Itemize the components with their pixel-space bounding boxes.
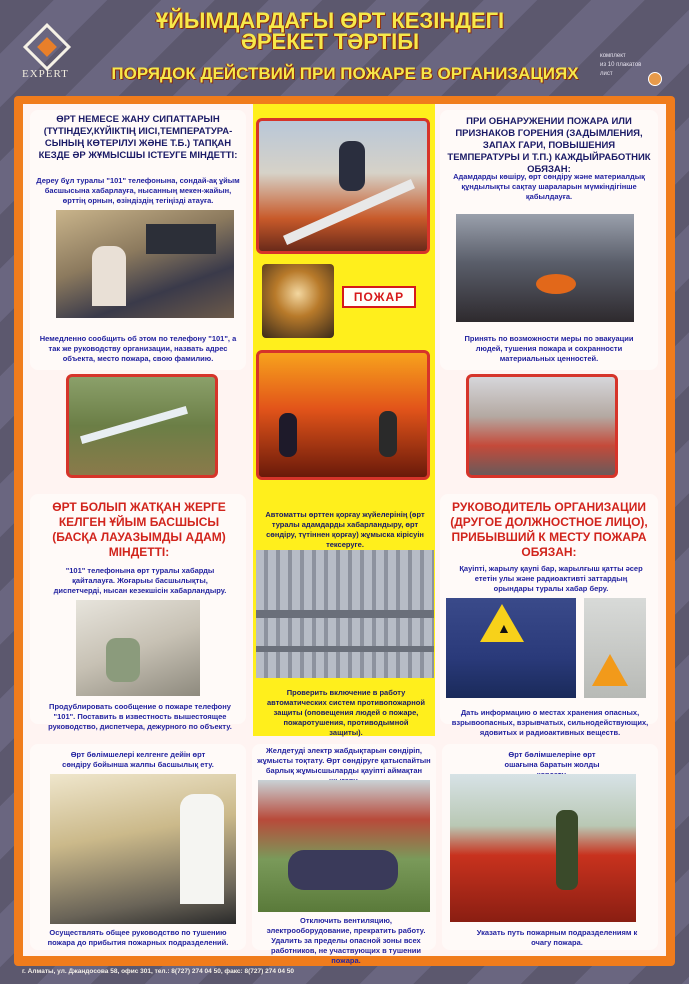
title-kz-line2: ӘРЕКЕТ ТӘРТІБІ bbox=[240, 29, 420, 54]
forest-fire-photo bbox=[256, 350, 430, 480]
fire-truck-photo bbox=[450, 774, 636, 922]
series-line2: из 10 плакатов bbox=[600, 62, 642, 68]
explosive-warning-icon bbox=[592, 654, 628, 686]
title-kz-line1: ҰЙЫМДАРДАҒЫ ӨРТ КЕЗІНДЕГІ bbox=[155, 8, 505, 33]
center-text-kz: Автоматты өрттен қорғау жүйелерінің (өрт туралы адамдарды хабарландыру, өрт сөндіру, түтіннен қорғау) жұмыска кірісуін тексеруге. bbox=[265, 510, 425, 549]
bottom-center-text-ru: Отключить вентиляцию, электрооборудование, прекратить работу. Удалить за пределы опасной зоны всех работников, не участвующих в тушении пожара. bbox=[266, 916, 426, 965]
title-russian: ПОРЯДОК ДЕЙСТВИЙ ПРИ ПОЖАРЕ В ОРГАНИЗАЦИЯХ bbox=[111, 64, 579, 83]
bottom-right-text-kz: Өрт бөлімшелеріне өрт ошағына баратын жолды bbox=[504, 750, 600, 769]
top-left-heading: ӨРТ НЕМЕСЕ ЖАНУ СИПАТТАРЫН (ТҮТІНДЕУ,КҮЙІКТІҢ ИІСІ,ТЕМПЕРАТУРА-СЫНЫҢ КӨТЕРІЛУІ ЖӘНЕ Т.Б.) ТАПҚАН КЕЗДЕ ӘР ЖҰМЫСШЫ ІСТЕУГЕ МІНДЕТТІ: bbox=[38, 114, 238, 161]
mid-left-text-kz: "101" телефонына өрт туралы хабарды қайталауға. Жоғарыы басшылықты, диспетчерді, нысан кезекшісін хабарландыру. bbox=[53, 566, 227, 595]
top-right-text-ru: Принять по возможности меры по эвакуации людей, тушения пожара и сохранности материальных ценностей. bbox=[464, 334, 634, 363]
evacuation-fire-photo bbox=[456, 214, 634, 322]
series-line3: лист bbox=[600, 71, 613, 77]
mid-right-text-kz: Қауіпті, жарылу қаупі бар, жарылғыш қатты әсер ететін улы және радиоактивті заттардың орындары туралы хабар беру. bbox=[459, 564, 643, 593]
bottom-right-text-ru: Указать путь пожарным подразделениям к очагу пожара. bbox=[476, 928, 638, 947]
hose-spray-photo bbox=[66, 374, 218, 478]
fire-pipes-photo bbox=[256, 550, 434, 678]
bottom-center-text-kz: Желдетуді электр жабдықтарын сөндіріп, жұмысты тоқтату. Өрт сөндіруге қатыспайтын барлық жұмысшыларды қауіпті аймақтан bbox=[257, 746, 431, 775]
flame-mark-icon: ▲ bbox=[497, 620, 511, 636]
fire-alarm-sign: ПОЖАР bbox=[342, 286, 416, 308]
evacuation-people-photo bbox=[466, 374, 618, 478]
barrels-flammable-photo bbox=[446, 598, 576, 698]
dispatcher-photo bbox=[76, 600, 200, 696]
series-line1: комплект bbox=[600, 53, 626, 59]
mid-left-text-ru: Продублировать сообщение о пожаре телефону "101". Поставить в известность вышестоящее руководство, диспетчера, дежурного по объекту. bbox=[48, 702, 232, 731]
header bbox=[0, 0, 689, 92]
evacuation-drill-photo bbox=[258, 780, 430, 912]
mid-right-heading: РУКОВОДИТЕЛЬ ОРГАНИЗАЦИИ (ДРУГОЕ ДОЛЖНОСТНОЕ ЛИЦО), ПРИБЫВШИЙ К МЕСТУ ПОЖАРА ОБЯЗАН: bbox=[450, 500, 648, 559]
title-kazakh bbox=[90, 10, 570, 52]
center-text-ru: Проверить включение в работу автоматических систем противопожарной защиты (оповещения людей о пожаре, пожаротушения, противодымной защиты). bbox=[267, 688, 425, 737]
expert-logo bbox=[18, 22, 78, 82]
mid-left-heading: ӨРТ БОЛЫП ЖАТҚАН ЖЕРГЕ КЕЛГЕН ҰЙЫМ БАСШЫСЫ (БАСҚА ЛАУАЗЫМДЫ АДАМ) МІНДЕТТІ: bbox=[52, 500, 226, 559]
logo-text: EXPERT bbox=[22, 68, 69, 80]
top-left-text-kz: Дереу бұл туралы "101" телефонына, сондай-ақ ұйым басшысына хабарлауға, нысанның мекен-жайын, өрттің орнын, өзіндіздің тегіңізді атауға. bbox=[36, 176, 240, 205]
footer-address: г. Алматы, ул. Джандосова 58, офис 301, тел.: 8(727) 274 04 50, факс: 8(727) 274 04 50 bbox=[22, 968, 295, 975]
mid-right-text-ru: Дать информацию о местах хранения опасных, взрывоопасных, взрывчатых, сильнодействующих, ядовитых и радиоактивных веществ. bbox=[451, 708, 649, 737]
sheet-number-badge bbox=[648, 72, 662, 86]
top-left-text-ru: Немедленно сообщить об этом по телефону "101", а так же руководству организации, назвать адрес объекта, место пожара, свою фамилию. bbox=[39, 334, 237, 363]
firefighter-ladder-photo bbox=[256, 118, 430, 254]
bottom-left-text-kz: Өрт бөлімшелері келгенге дейін өрт сөндіру бойынша жалпы басшылық ету. bbox=[62, 750, 214, 769]
bottom-left-text-ru: Осуществлять общее руководство по тушению пожара до прибытия пожарных подразделений. bbox=[47, 928, 229, 947]
office-phone-photo bbox=[56, 210, 234, 318]
top-right-heading: ПРИ ОБНАРУЖЕНИИ ПОЖАРА ИЛИ ПРИЗНАКОВ ГОРЕНИЯ (ЗАДЫМЛЕНИЯ, ЗАПАХ ГАРИ, ПОВЫШЕНИЯ ТЕМПЕРАТУРЫ И Т.П.) КАЖДЫЙРАБОТНИК ОБЯЗАН: bbox=[447, 116, 651, 175]
top-right-text-kz: Адамдарды көшіру, өрт сөндіру және материалдық құндылықты сақтау шараларын мүмкіндігінше қабылдауға. bbox=[453, 172, 645, 201]
explosive-cabinet-photo bbox=[584, 598, 646, 698]
meeting-photo bbox=[50, 774, 236, 924]
sprinkler-photo bbox=[262, 264, 334, 338]
